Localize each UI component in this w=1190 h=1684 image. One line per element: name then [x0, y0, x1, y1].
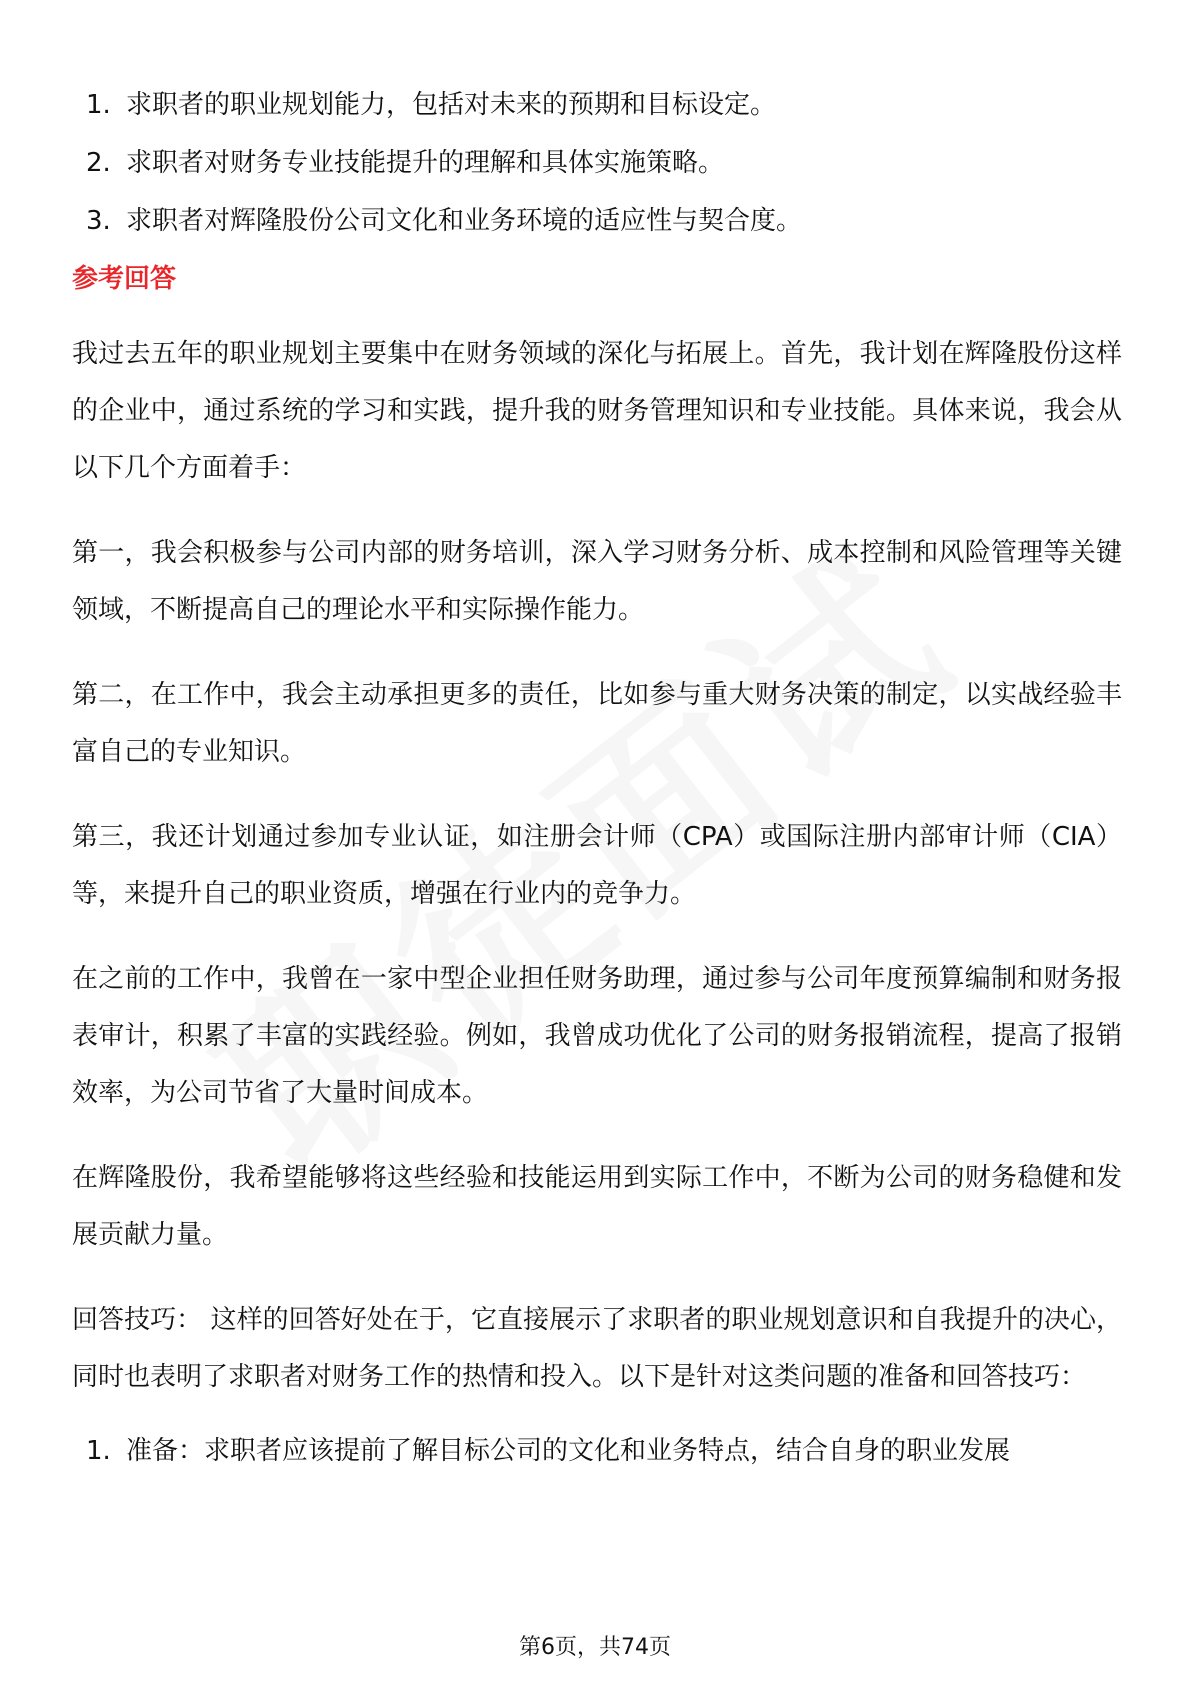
list-item [72, 204, 1122, 238]
paragraph: 在辉隆股份，我希望能够将这些经验和技能运用到实际工作中，不断为公司的财务稳健和发展贡献力量。 [72, 1163, 1122, 1250]
list-text: 求职者的职业规划能力，包括对未来的预期和目标设定。 [126, 90, 777, 120]
page-footer: 第6页，共74页 [519, 1635, 671, 1660]
list-item [72, 88, 1122, 122]
list-number: 3. [86, 206, 111, 236]
section-title: 参考回答 [72, 264, 177, 294]
list-number: 1. [86, 1436, 111, 1466]
paragraph: 第二，在工作中，我会主动承担更多的责任，比如参与重大财务决策的制定，以实战经验丰富自己的专业知识。 [72, 680, 1122, 767]
list-item [72, 1434, 1122, 1468]
list-item [72, 146, 1122, 180]
paragraph: 在之前的工作中，我曾在一家中型企业担任财务助理，通过参与公司年度预算编制和财务报表审计，积累了丰富的实践经验。例如，我曾成功优化了公司的财务报销流程，提高了报销效率，为公司节省了大量时间成本。 [72, 964, 1122, 1108]
list-text: 求职者对财务专业技能提升的理解和具体实施策略。 [126, 148, 725, 178]
paragraph: 第一，我会积极参与公司内部的财务培训，深入学习财务分析、成本控制和风险管理等关键领域，不断提高自己的理论水平和实际操作能力。 [72, 538, 1122, 625]
paragraph: 我过去五年的职业规划主要集中在财务领域的深化与拓展上。首先，我计划在辉隆股份这样的企业中，通过系统的学习和实践，提升我的财务管理知识和专业技能。具体来说，我会从以下几个方面着手： [72, 339, 1122, 483]
paragraph: 第三，我还计划通过参加专业认证，如注册会计师（CPA）或国际注册内部审计师（CIA）等，来提升自己的职业资质，增强在行业内的竞争力。 [72, 822, 1122, 909]
page-content [72, 88, 1122, 1468]
top-numbered-list [72, 88, 1122, 238]
list-text: 准备：求职者应该提前了解目标公司的文化和业务特点，结合自身的职业发展 [126, 1436, 1011, 1466]
list-number: 2. [86, 148, 111, 178]
list-number: 1. [86, 90, 111, 120]
bottom-numbered-list [72, 1434, 1122, 1468]
list-text: 求职者对辉隆股份公司文化和业务环境的适应性与契合度。 [126, 206, 803, 236]
paragraph: 回答技巧： 这样的回答好处在于，它直接展示了求职者的职业规划意识和自我提升的决心，同时也表明了求职者对财务工作的热情和投入。以下是针对这类问题的准备和回答技巧： [72, 1305, 1122, 1392]
